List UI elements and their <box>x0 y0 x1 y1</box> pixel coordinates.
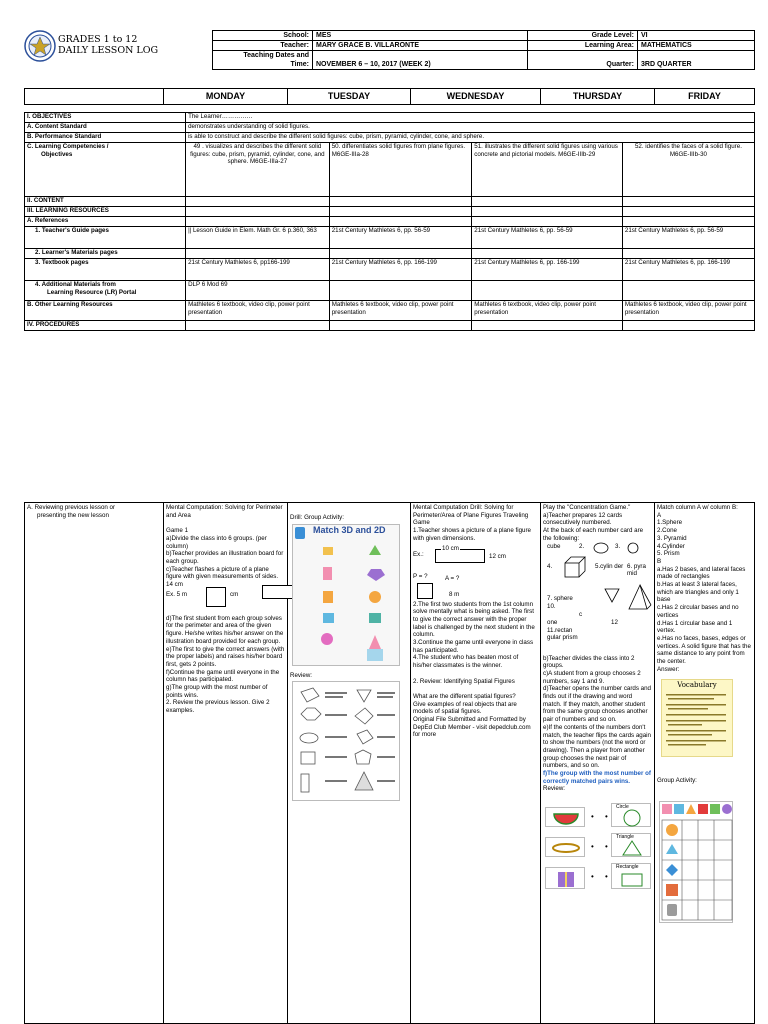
rectangle-label: Rectangle <box>616 864 639 871</box>
day-monday: MONDAY <box>164 89 288 105</box>
school-value: MES <box>313 31 528 41</box>
other-wednesday: Mathletes 6 textbook, video clip, power point presentation <box>472 301 623 321</box>
concentration-cards <box>543 542 652 642</box>
other-monday: Mathletes 6 textbook, video clip, power point presentation <box>186 301 330 321</box>
card-4-cube-icon <box>563 555 589 579</box>
other-tuesday: Mathletes 6 textbook, video clip, power point presentation <box>329 301 472 321</box>
wednesday-area-q: A = ? <box>445 574 460 582</box>
dot-4: • <box>605 842 608 852</box>
card-one: one <box>547 618 558 626</box>
card-pyramid-icon <box>627 583 653 613</box>
watermelon-card <box>545 807 585 827</box>
card-6: 6. pyra mid <box>627 562 646 578</box>
triangle-card <box>611 833 651 857</box>
performance-standard-value: is able to construct and describe the different solid figures: cube, prism, pyramid, cylinder, cone, and sphere. <box>186 133 755 143</box>
wednesday-12cm: 12 cm <box>489 552 506 560</box>
card-3-circle-icon <box>625 541 645 555</box>
monday-steps-2: d)The first student from each group solves for the perimeter and area of the given figure. He/she writes his/her answer on the illustration board provided for each group. e)The first to give the correct answers (with the proper labels) and raises his/her board first, gets 2 points. f)Continue the game until everyone in the column has participated. g)The group with the most number of points wins. 2. Review the previous lesson. Give 2 examples. <box>166 614 285 715</box>
thursday-steps: b)Teacher divides the class into 2 groups. c)A student from a group chooses 2 numbers, say 1 and 9. d)Teacher opens the number cards and finds out if the drawing and word match. If they match, another student from the same group chooses another pair of numbers and so on. e)If the contents of the numbers don't match, the teacher flips the cards again to show the numbers (not the word or drawing). Then a player from another group chooses the next pair of numbers, and so on. f)The group with the most number of correctly matched pairs wins. Review: <box>543 654 652 793</box>
card-cube: cube <box>547 542 561 550</box>
monday-example-label: Ex. 5 m <box>166 590 187 598</box>
triangle-label: Triangle <box>616 834 634 841</box>
circle-label: Circle <box>616 804 629 811</box>
card-10: 10. <box>547 602 556 610</box>
day-wednesday: WEDNESDAY <box>411 89 541 105</box>
procedures-label: IV. PROCEDURES <box>25 321 186 331</box>
gift-icon <box>546 868 586 890</box>
match-3d-2d-image <box>292 524 400 666</box>
objectives-table <box>24 112 755 331</box>
area-value: MATHEMATICS <box>638 41 755 51</box>
day-thursday: THURSDAY <box>541 89 655 105</box>
procedure-wednesday: Mental Computation Drill: Solving for Perimeter/Area of Plane Figures Traveling Game 1.Teacher shows a picture of a plane figure with given dimensions. Ex.: 10 cm 12 cm P = ? A = ? 8 m 2.The first two students from the 1st column solve mentally what is being asked. The first to give the correct answer with the proper label is challenged by the next student in the column. 3.Continue the game until everyone in class has participated. 4.The student who has beaten most of his/her classmates is the winner. 2. Review: Identifying Spatial Figures What are the different spatial figures? Give examples of real objects that are models of spatial figures. Original File Submitted and Formatted by DepEd Club Member - visit depedclub.com for more <box>411 503 541 1024</box>
form-title-line1: GRADES 1 to 12 <box>58 34 138 45</box>
tg-monday: || Lesson Guide in Elem. Math Gr. 6 p.360, 363 <box>186 227 330 249</box>
competency-tuesday: 50. differentiates solid figures from plane figures. M6GE-IIIa-28 <box>329 143 472 197</box>
competency-thursday: 52. identifies the faces of a solid figure. M6GE-IIIb-30 <box>622 143 754 197</box>
card-3: 3. <box>615 542 621 550</box>
vocabulary-image <box>661 679 733 757</box>
references-label: A. References <box>25 217 186 227</box>
card-4: 4. <box>547 562 553 570</box>
worksheet-instructions <box>543 795 651 801</box>
learners-materials-label: 2. Learner's Materials pages <box>25 249 186 259</box>
header-info-table <box>212 30 755 70</box>
dot-3: • <box>591 842 594 852</box>
friday-group-activity: Group Activity: <box>657 777 697 785</box>
other-resources-label: B. Other Learning Resources <box>25 301 186 321</box>
day-friday: FRIDAY <box>655 89 755 105</box>
review-shapes <box>293 682 401 802</box>
card-7: 7. sphere <box>547 594 573 602</box>
days-header <box>24 88 755 105</box>
match-title: Match 3D and 2D <box>313 524 386 535</box>
group-activity-grid <box>660 802 734 924</box>
tb-wednesday: 21st Century Mathletes 6, pp. 166-199 <box>472 259 623 281</box>
tb-tuesday: 21st Century Mathletes 6, pp. 166-199 <box>329 259 472 281</box>
form-title <box>58 34 158 56</box>
area-label: Learning Area: <box>528 41 638 51</box>
wednesday-square <box>417 583 433 599</box>
procedure-friday <box>655 503 755 1024</box>
teacher-value: MARY GRACE B. VILLARONTE <box>313 41 528 51</box>
gift-card <box>545 867 585 889</box>
card-11: 11.rectan gular prism <box>547 626 578 642</box>
grade-value: VI <box>638 31 755 41</box>
group-activity-image <box>659 801 733 923</box>
card-2-cylinder-icon <box>591 541 611 555</box>
competencies-label: C. Learning Competencies / Objectives <box>25 143 186 197</box>
wednesday-example-label: Ex.: <box>413 550 424 558</box>
rectangle-card <box>611 863 651 889</box>
watermelon-icon <box>546 808 586 828</box>
competency-monday: 49 . visualizes and describes the different solid figures: cube, prism, pyramid, cylinder, cone, and sphere. M6GE-IIIa-27 <box>186 143 330 197</box>
monday-steps: Mental Computation: Solving for Perimeter and Area Game 1 a)Divide the class into 6 groups. (per column) b)Teacher provides an illustration board for each group. c)Teacher flashes a picture of a plane figure with given measurements of sides. 14 cm <box>166 504 284 589</box>
resources-label: III. LEARNING RESOURCES <box>25 207 186 217</box>
review-label: A. Reviewing previous lesson or presenting the new lesson <box>25 503 164 1024</box>
dot-2: • <box>605 812 608 822</box>
match-shapes <box>293 541 401 667</box>
card-2: 2. <box>579 542 585 550</box>
content-label: II. CONTENT <box>25 197 186 207</box>
thursday-review: Review: <box>543 785 566 793</box>
content-standard-value: demonstrates understanding of solid figures. <box>186 123 755 133</box>
lr-portal-label: 4. Additional Materials from Learning Resource (LR) Portal <box>25 281 186 301</box>
bracelet-icon <box>546 838 586 858</box>
thursday-match-worksheet <box>543 795 652 891</box>
procedure-monday <box>164 503 288 1024</box>
grade-label: Grade Level: <box>528 31 638 41</box>
quarter-label: Quarter: <box>528 51 638 70</box>
dates-label: Teaching Dates and Time: <box>213 51 313 70</box>
tg-thursday: 21st Century Mathletes 6, pp. 56-59 <box>622 227 754 249</box>
friday-match: Match column A w/ column B: A 1.Sphere 2.Cone 3. Pyramid 4.Cylinder 5. Prism B a.Has 2 bases, and lateral faces made of rectangles b.Has at least 3 lateral faces, which are triangles and only 1 base c.Has 2 circular bases and no vertices d.Has 1 circular base and 1 vertex. e.Has no faces, bases, edges or vertices. A solid figure that has the same distance to any point from the center. Answer: <box>657 504 751 673</box>
textbook-label: 3. Textbook pages <box>25 259 186 281</box>
tuesday-review: Review: <box>290 671 313 679</box>
objectives-label: I. OBJECTIVES <box>25 113 186 123</box>
teacher-label: Teacher: <box>213 41 313 51</box>
school-label: School: <box>213 31 313 41</box>
card-5: 5.cylin der <box>595 562 624 570</box>
bracelet-card <box>545 837 585 857</box>
deped-seal <box>24 30 56 62</box>
tb-thursday: 21st Century Mathletes 6, pp. 166-199 <box>622 259 754 281</box>
vocabulary-title: Vocabulary <box>677 681 717 690</box>
lr-monday: DLP 6 Mod 69 <box>186 281 330 301</box>
card-c: c <box>579 610 583 618</box>
content-standard-label: A. Content Standard <box>25 123 186 133</box>
bottle-icon <box>295 527 305 539</box>
wednesday-10cm: 10 cm <box>442 544 459 552</box>
dot-1: • <box>591 812 594 822</box>
procedure-thursday: Play the "Concentration Game." a)Teacher prepares 12 cards consecutively numbered. At the back of each number card are the following: cube 2. 3. 4. 5.cylin der 6. pyra mid 7. sphere 10. c one 11.rectan gular prism 12 b)Teacher divides the class into 2 groups. c)A student from a group chooses 2 numbers, say 1 and 9. d)Teacher opens the number cards and finds out if the drawing and word match. If they match, another student from the same group chooses another pair of numbers and so on. e)If the contents of the numbers don't match, the teacher flips the cards again to show the numbers (not the word or drawing). Then a player from another group chooses the next pair of numbers, and so on. f)The group with the most number of correctly matched pairs wins. Review: • • Circle • • Triangle • • Rectangle <box>541 503 655 1024</box>
wednesday-steps: 2.The first two students from the 1st column solve mentally what is being asked. The first to give the correct answer with the proper label is challenged by the next student in the column. 3.Continue the game until everyone in class has participated. 4.The student who has beaten most of his/her classmates is the winner. 2. Review: Identifying Spatial Figures What are the different spatial figures? Give examples of real objects that are models of spatial figures. Original File Submitted and Formatted by DepEd Club Member - visit depedclub.com for more <box>413 600 535 739</box>
circle-card <box>611 803 651 827</box>
card-12: 12 <box>611 618 618 626</box>
monday-cm-label: cm <box>230 590 239 598</box>
performance-standard-label: B. Performance Standard <box>25 133 186 143</box>
procedure-tuesday: Drill: Group Activity: Match 3D and 2D Review: <box>288 503 411 1024</box>
tb-monday: 21st Century Mathletes 6, pp166-199 <box>186 259 330 281</box>
procedure-table <box>24 502 755 1024</box>
wednesday-figures <box>413 543 538 599</box>
tg-wednesday: 21st Century Mathletes 6, pp. 56-59 <box>472 227 623 249</box>
day-tuesday: TUESDAY <box>288 89 411 105</box>
wednesday-8m: 8 m <box>449 590 460 598</box>
other-thursday: Mathletes 6 textbook, video clip, power point presentation <box>622 301 754 321</box>
objectives-value: The Learner…………… <box>186 113 755 123</box>
dates-value: NOVEMBER 6 – 10, 2017 (WEEK 2) <box>313 51 528 70</box>
dot-5: • <box>591 872 594 882</box>
tg-tuesday: 21st Century Mathletes 6, pp. 56-59 <box>329 227 472 249</box>
form-title-line2: DAILY LESSON LOG <box>58 45 159 56</box>
dot-6: • <box>605 872 608 882</box>
quarter-value: 3RD QUARTER <box>638 51 755 70</box>
square-shape <box>206 587 226 607</box>
days-blank <box>25 89 164 105</box>
wednesday-perimeter-q: P = ? <box>413 572 428 580</box>
thursday-winner-rule: f)The group with the most number of correctly matched pairs wins. <box>543 770 651 785</box>
competency-wednesday: 51. illustrates the different solid figures using various concrete and pictorial models. M6GE-IIIb-29 <box>472 143 623 197</box>
card-cone-icon <box>603 587 621 603</box>
vocabulary-lines <box>662 690 734 756</box>
teachers-guide-label: 1. Teacher's Guide pages <box>25 227 186 249</box>
monday-example <box>166 589 285 615</box>
review-worksheet-image <box>292 681 400 801</box>
